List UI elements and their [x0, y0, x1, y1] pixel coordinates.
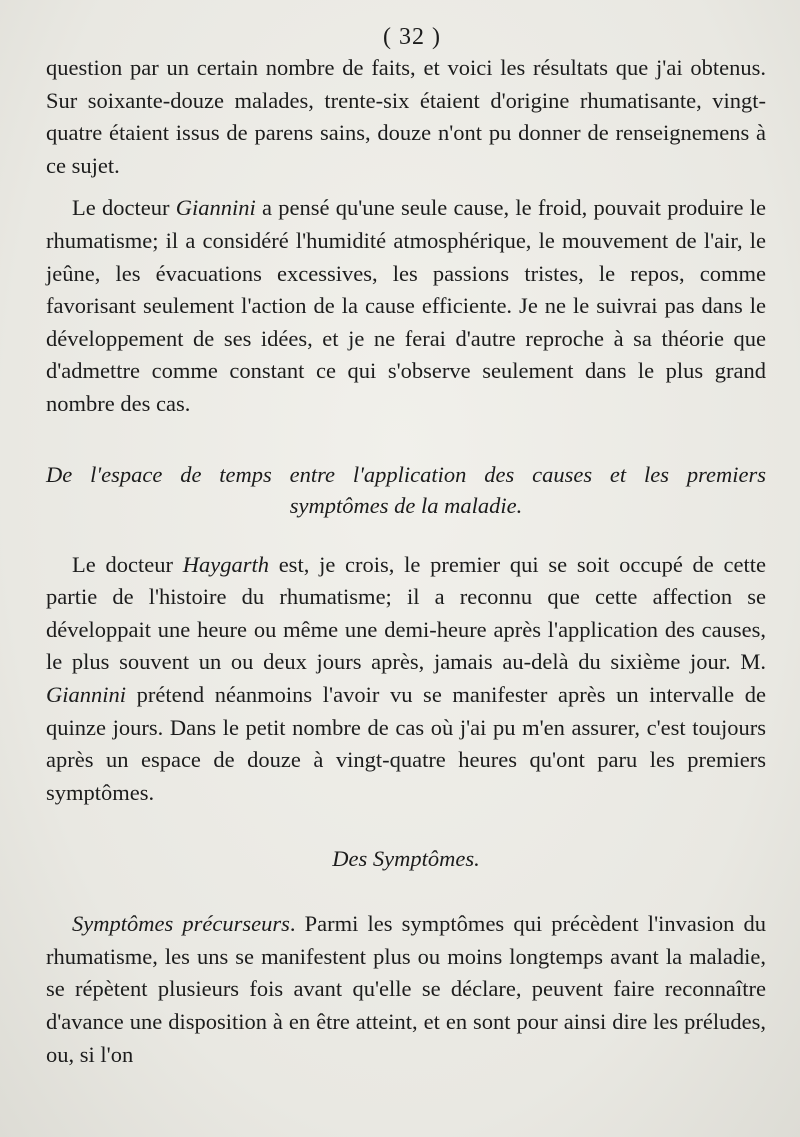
- paragraph-precursor-symptoms: [46, 908, 766, 1071]
- author-name: Giannini: [46, 681, 127, 707]
- subheading-lead: Symptômes précurseurs: [72, 911, 290, 937]
- paragraph-haygarth: [46, 549, 766, 810]
- heading-line: De l'espace de temps entre l'application des causes et les premiers: [46, 461, 766, 487]
- paragraph-text: Le docteur: [72, 195, 176, 221]
- author-name: Haygarth: [182, 551, 269, 577]
- paragraph-text: a pensé qu'une seule cause, le froid, pouvait produire le rhumatisme; il a considéré l'humidité atmosphérique, le mouvement de l'air, le jeûne, les évacuations excessives, les passions tristes, le repos, comme favorisant seulement l'action de la cause efficiente. Je ne le suivrai pas dans le développement de ses idées, et je ne ferai d'autre reproche à sa théorie que d'admettre comme constant ce qui s'observe seulement dans le plus grand nombre des cas.: [46, 195, 766, 416]
- heading-line: symptômes de la maladie.: [289, 492, 523, 518]
- author-name: Giannini: [175, 195, 256, 221]
- paragraph-text: Le docteur: [72, 551, 183, 577]
- section-heading-interval: [46, 459, 766, 521]
- paragraph-giannini-theory: [46, 192, 766, 420]
- paragraph-text: est, je crois, le premier qui se soit occupé de cette partie de l'histoire du rhumatisme; il a reconnu que cette affection se développait une heure ou même une demi-heure après l'application des causes, le plus souvent un ou deux jours après, jamais au-delà du sixième jour. M.: [46, 551, 767, 675]
- paragraph-text: prétend néanmoins l'avoir vu se manifester après un intervalle de quinze jours. Dans le petit nombre de cas où j'ai pu m'en assurer, c'est toujours après un espace de douze à vingt-quatre heures qu'ont paru les premiers symptômes.: [46, 681, 766, 805]
- section-heading-symptoms: Des Symptômes.: [332, 846, 480, 872]
- page-number: ( 32 ): [383, 24, 441, 50]
- paragraph-text: . Parmi les symptômes qui précèdent l'invasion du rhumatisme, les uns se manifestent plus ou moins longtemps avant la maladie, se répètent plusieurs fois avant qu'elle se déclare, peuvent faire reconnaître d'avance une disposition à en être atteint, et en sont pour ainsi dire les préludes, ou, si l'on: [46, 911, 767, 1067]
- paragraph-heredity-results: question par un certain nombre de faits, et voici les résultats que j'ai obtenus. Sur soixante-douze malades, trente-six étaient d'origine rhumatisante, vingt-quatre étaient issus de parens sains, douze n'ont pu donner de renseignemens à ce sujet.: [46, 55, 766, 178]
